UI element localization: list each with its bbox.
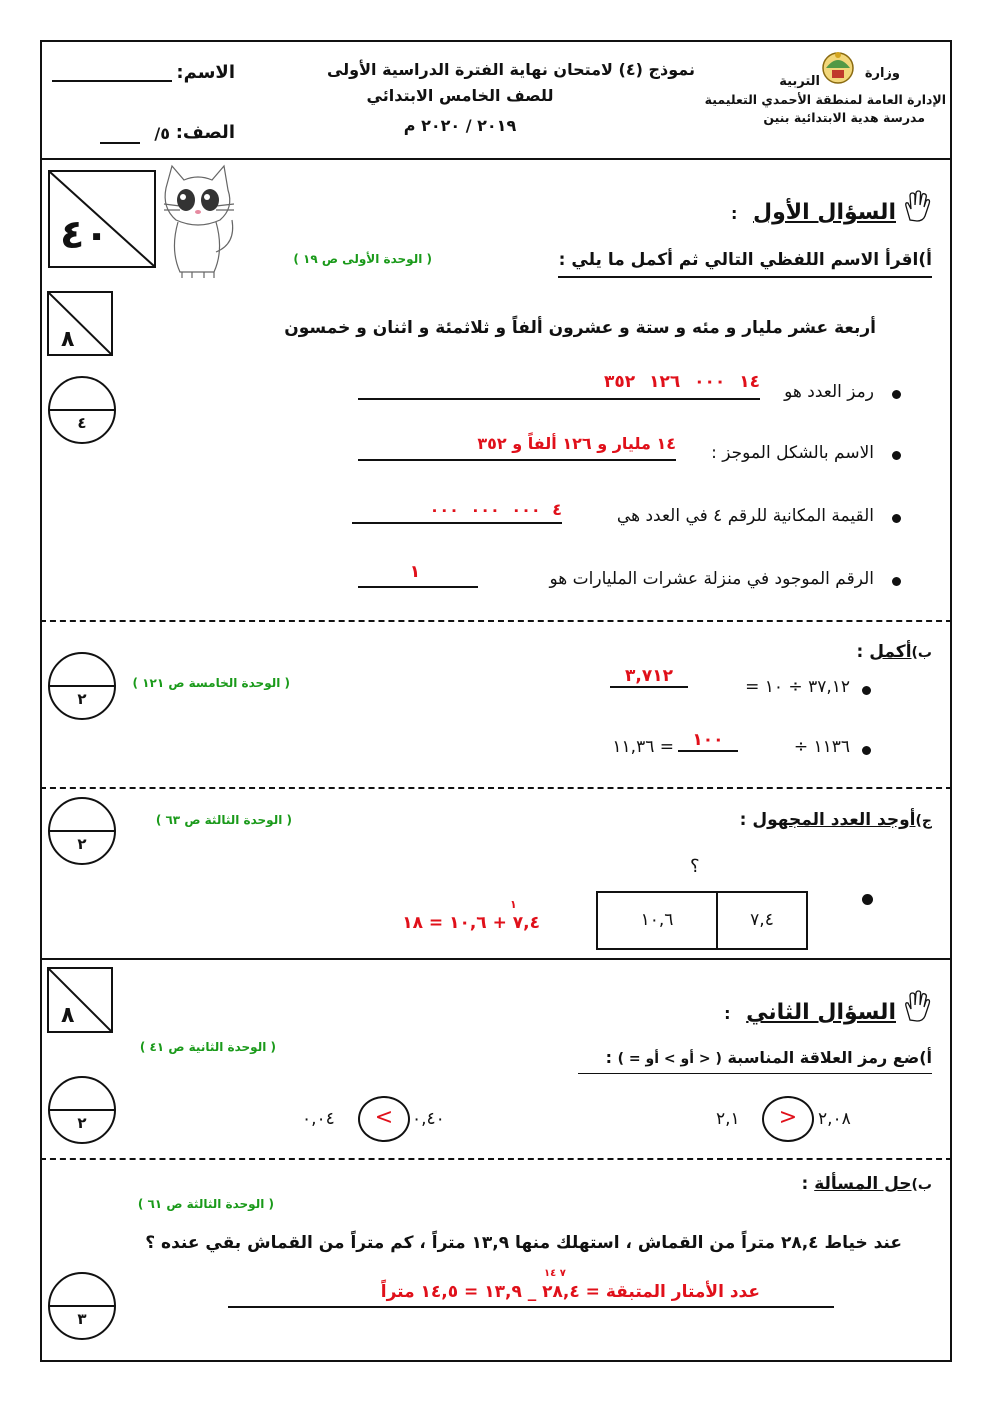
eq2-left: ١١٣٦ ÷ — [793, 737, 850, 757]
q2b-instruction: حل المسألة — [814, 1174, 912, 1194]
item1-answer-line[interactable] — [358, 398, 760, 400]
name-field[interactable] — [52, 80, 172, 82]
item3-prompt: القيمة المكانية للرقم ٤ في العدد هي — [616, 506, 874, 526]
bullet — [892, 577, 901, 586]
q1-colon: : — [730, 204, 738, 223]
item2-prompt: الاسم بالشكل الموجز : — [711, 443, 874, 463]
cmp1-right: ٢,١ — [716, 1109, 740, 1129]
borrow-digits: ٧ ١٤ — [544, 1268, 566, 1279]
q1c-score-value: ٢ — [77, 835, 87, 853]
bar-model-right-value: ٧,٤ — [750, 910, 774, 930]
number-words: أربعة عشر مليار و مئه و ستة و عشرون ألفاً و ثلاثمئة و اثنان و خمسون — [284, 318, 876, 338]
q1a-instruction: اقرأ الاسم اللفظي التالي ثم أكمل ما يلي — [571, 250, 919, 270]
section-divider — [40, 958, 952, 960]
q1a-colon: : — [558, 250, 566, 270]
bullet — [892, 514, 901, 523]
q1a-score-circle — [48, 376, 116, 444]
grade-label: للصف الخامس الابتدائي — [366, 86, 554, 105]
q1c-score-circle — [48, 797, 116, 865]
eq2-answer: ١٠٠ — [678, 730, 738, 752]
q1a-score-value: ٤ — [77, 414, 87, 432]
q2-title: السؤال الثاني — [746, 1000, 896, 1025]
q2a-unit-ref: ( الوحدة الثانية ص ٤١ ) — [139, 1040, 276, 1054]
cmp2-right: ٠,٠٤ — [302, 1109, 335, 1129]
cmp2-left: ٠,٤٠ — [412, 1109, 445, 1129]
q2a-underline — [578, 1073, 932, 1074]
q2b-answer-line[interactable] — [228, 1306, 834, 1308]
q1a-underline — [558, 276, 932, 278]
hand-icon — [900, 190, 932, 222]
cmp1-sign: > — [778, 1105, 798, 1130]
q1c-instruction: أوجد العدد المجهول — [752, 810, 916, 830]
hand-icon — [900, 990, 932, 1022]
cat-mascot-image — [158, 160, 240, 282]
q1c-unit-ref: ( الوحدة الثالثة ص ٦٣ ) — [155, 813, 292, 827]
total-score-value: ٤٠ — [60, 212, 109, 258]
q2b-score-value: ٣ — [77, 1310, 87, 1328]
q2a-instruction: ضع رمز العلاقة المناسبة — [727, 1048, 920, 1067]
eq1-left: ٣٧,١٢ ÷ ١٠ = — [745, 677, 850, 697]
q1a-label: أ) — [918, 250, 932, 270]
item1-answer: ١٤ ٠٠٠ ١٢٦ ٣٥٢ — [604, 372, 760, 392]
eq1-answer: ٣,٧١٢ — [610, 666, 688, 688]
item3-answer: ٤ ٠٠٠ ٠٠٠ ٠٠٠ — [429, 500, 562, 519]
item4-answer-line[interactable] — [358, 586, 478, 588]
total-score-box — [48, 170, 156, 268]
q1b-score-circle — [48, 652, 116, 720]
bullet — [892, 390, 901, 399]
divider — [40, 620, 952, 622]
q2a-instruction-row — [560, 1048, 932, 1067]
item3-answer-line[interactable] — [352, 522, 562, 524]
q2a-colon: : — [605, 1048, 613, 1067]
bullet — [862, 686, 871, 695]
class-value: ٥/ — [154, 124, 170, 143]
district-name: الإدارة العامة لمنطقة الأحمدي التعليمية — [704, 92, 946, 107]
q2-title-row — [700, 1000, 896, 1025]
q1-score-value: ٨ — [61, 327, 75, 352]
q2a-score-value: ٢ — [77, 1114, 87, 1132]
eq2-right: = ١١,٣٦ — [612, 737, 674, 757]
bullet — [862, 894, 873, 905]
class-field[interactable] — [100, 142, 140, 144]
q2b-answer: عدد الأمتار المتبقة = ٢٨,٤ _ ١٣,٩ = ١٤,٥ متراً — [380, 1282, 760, 1302]
item2-answer: ١٤ مليار و ١٢٦ ألفاً و ٣٥٢ — [477, 434, 676, 453]
divider — [40, 787, 952, 789]
q2b-label: ب) — [911, 1177, 932, 1193]
item1-prompt: رمز العدد هو — [784, 382, 874, 402]
cmp1-left: ٢,٠٨ — [818, 1109, 851, 1129]
q2b-colon: : — [801, 1174, 809, 1194]
q2a-options: ( < أو > أو = ) — [617, 1051, 722, 1067]
q1b-score-value: ٢ — [77, 690, 87, 708]
q2b-instruction-row — [760, 1174, 932, 1194]
q1-score-box — [47, 291, 113, 356]
q1a-unit-ref: ( الوحدة الأولى ص ١٩ ) — [293, 252, 432, 266]
q1b-instruction-row — [780, 642, 932, 662]
cmp2-sign: < — [374, 1105, 394, 1130]
q1c-instruction-row — [700, 810, 932, 830]
cmp2-sign-circle[interactable] — [358, 1096, 410, 1142]
q2a-score-circle — [48, 1076, 116, 1144]
q2-score-box — [47, 967, 113, 1033]
cmp1-sign-circle[interactable] — [762, 1096, 814, 1142]
item4-prompt: الرقم الموجود في منزلة عشرات المليارات هو — [549, 569, 874, 589]
q1b-colon: : — [856, 642, 864, 662]
school-year: ٢٠١٩ / ٢٠٢٠ م — [403, 116, 517, 135]
ministry-education-label: التربية — [779, 74, 820, 89]
exam-title: نموذج (٤) لامتحان نهاية الفترة الدراسية الأولى — [326, 60, 695, 79]
word-problem: عند خياط ٢٨,٤ متراً من القماش ، استهلك منها ١٣,٩ متراً ، كم متراً من القماش بقي عنده ؟ — [145, 1233, 902, 1253]
q1c-answer: ٧,٤ + ١٠,٦ = ١٨ — [402, 913, 540, 933]
name-label: الاسم: — [176, 62, 235, 83]
q1-title-row — [700, 200, 896, 225]
q1-title: السؤال الأول — [753, 200, 896, 225]
bullet — [862, 746, 871, 755]
class-label: الصف: — [175, 122, 235, 143]
q1c-label: ج) — [915, 813, 932, 829]
q2b-score-circle — [48, 1272, 116, 1340]
bar-model-left-value: ١٠,٦ — [640, 910, 674, 930]
q1b-unit-ref: ( الوحدة الخامسة ص ١٢١ ) — [132, 676, 290, 690]
bar-model — [596, 891, 808, 950]
q2-score-value: ٨ — [61, 1003, 75, 1028]
q1b-instruction: أكمل — [869, 642, 912, 662]
item2-answer-line[interactable] — [358, 459, 676, 461]
ministry-label: وزارة — [864, 66, 900, 81]
divider — [40, 1158, 952, 1160]
q2a-label: أ) — [919, 1048, 932, 1067]
q2b-unit-ref: ( الوحدة الثالثة ص ٦١ ) — [137, 1197, 274, 1211]
q1b-label: ب) — [911, 645, 932, 661]
q2-colon: : — [724, 1004, 731, 1023]
question-mark: ؟ — [690, 856, 700, 877]
q1c-colon: : — [739, 810, 747, 830]
q1a-instruction-row — [480, 250, 932, 270]
carry-digit: ١ — [510, 898, 517, 911]
item4-answer: ١ — [409, 562, 421, 582]
school-name: مدرسة هدية الابتدائية بنين — [763, 110, 925, 125]
bullet — [892, 451, 901, 460]
